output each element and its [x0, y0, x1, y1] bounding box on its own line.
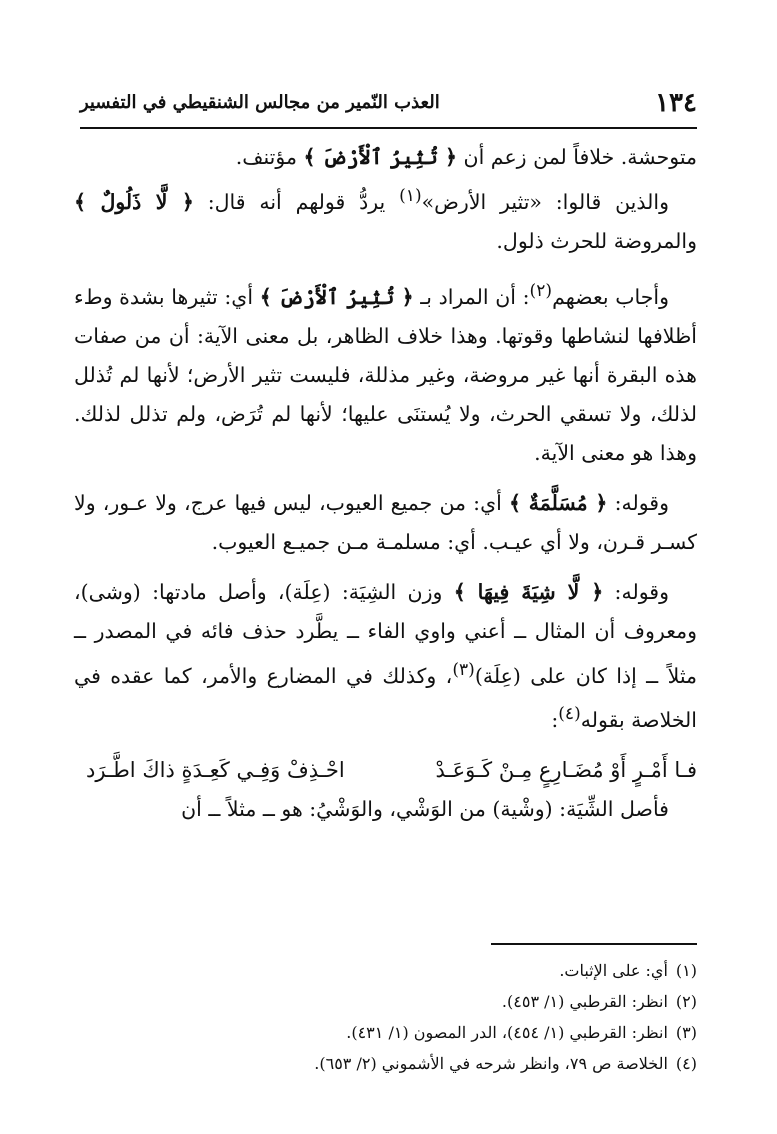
quran-quote: ﴿ تُثِيرُ ٱلْأَرْضَ ﴾ [303, 145, 458, 169]
page-header [80, 88, 697, 122]
hemistich-second: احْـذِفْ وَفِـي كَعِـدَةٍ ذاكَ اطَّـرَد [86, 758, 345, 783]
paragraph-3: وأجاب بعضهم$^{(٢)}$: أن المراد بـ ﴿ تُثِيرُ ٱلْأَرْضَ ﴾ أي: تثيرها بشدة وطء أظلافها لنشاطها وقوتها. وهذا خلاف الظاهر، بل معنى الآية: أن من صفات هذه البقرة أنها غير مروضة، وغير مذللة، فليست تثير الأرض؛ لأنها لم تُذلل لذلك، ولا تسقي الحرث، ولا يُستنَى عليها؛ لأنها لم تُرَض، ولم تذلل لذلك. وهذا هو معنى الآية. [74, 280, 697, 465]
paragraph-1: متوحشة. خلافاً لمن زعم أن ﴿ تُثِيرُ ٱلْأَرْضَ ﴾ مؤتنف. [235, 145, 697, 169]
footnote-ref: (١) [399, 186, 422, 206]
quran-quote: ﴿ تُثِيرُ ٱلْأَرْضَ ﴾ [259, 284, 414, 309]
paragraph-6: فأصل الشِّيَة: (وشْية) من الوَشْي، والوَشْيُ: هو ــ مثلاً ــ أن [181, 797, 669, 822]
paragraph-2: والذين قالوا: «تثير الأرض»$^{(١)}$ يردُّ قولهم أنه قال: ﴿ لَّا ذَلُولٌ ﴾ والمروضة للحرث ذلول. [74, 186, 697, 253]
quran-quote: ﴿ مُسَلَّمَةٌ ﴾ [508, 490, 608, 515]
header-rule [80, 127, 697, 129]
footnote: (٤)الخلاصة ص ٧٩، وانظر شرحه في الأشموني (٢/ ٦٥٣). [314, 1054, 697, 1073]
quran-quote: ﴿ لَّا ذَلُولٌ ﴾ [74, 189, 194, 214]
footnote-ref: (٤) [558, 704, 581, 725]
hemistich-first: فـا أَمْـرٍ أَوْ مُضَـارِعٍ مِـنْ كَـوَعَـدْ [435, 758, 697, 783]
main-text [74, 138, 697, 829]
footnote-ref: (٣) [452, 659, 475, 680]
page-number: ١٣٤ [655, 88, 697, 118]
poem-verse [74, 751, 697, 790]
footnote: (١)أي: على الإثبات. [559, 961, 697, 980]
footnote: (٣)انظر: القرطبي (١/ ٤٥٤)، الدر المصون (١/ ٤٣١). [346, 1023, 697, 1042]
footnote: (٢)انظر: القرطبي (١/ ٤٥٣). [501, 992, 697, 1011]
running-title: العذب النّمير من مجالس الشنقيطي في التفسير [80, 92, 440, 113]
footnote-rule [491, 943, 697, 945]
footnote-ref: (٢) [529, 280, 553, 301]
quran-quote: ﴿ لَّا شِيَةَ فِيهَا ﴾ [453, 579, 604, 604]
footnotes [80, 955, 697, 1079]
paragraph-4: وقوله: ﴿ مُسَلَّمَةٌ ﴾ أي: من جميع العيوب، ليس فيها عرج، ولا عـور، ولا كسـر قـرن، ولا أي عيـب. أي: مسلمـة مـن جميـع العيوب. [74, 490, 697, 554]
paragraph-5: وقوله: ﴿ لَّا شِيَةَ فِيهَا ﴾ وزن الشِيَة: (عِلَة)، وأصل مادتها: (وشى)، ومعروف أن المثال ــ أعني واوي الفاء ــ يطَّرد حذف فائه في المصدر ــ مثلاً ــ إذا كان على (عِلَة)$^{(٣)}$، وكذلك في المضارع والأمر، كما عقده في الخلاصة بقوله$^{(٤)}$: [74, 579, 697, 733]
